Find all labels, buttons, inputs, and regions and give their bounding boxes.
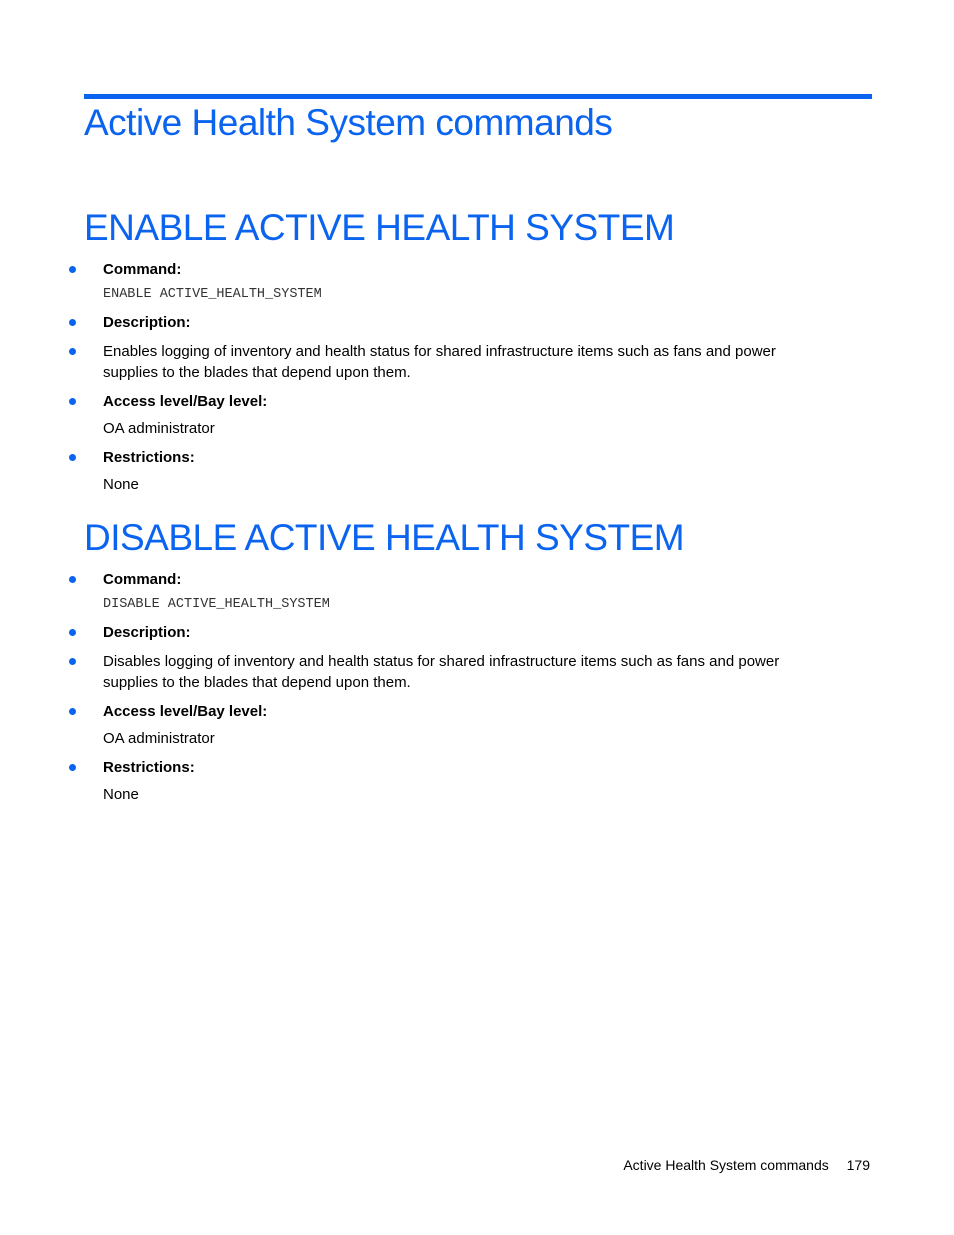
bullet-icon — [69, 576, 76, 583]
bullet-icon — [69, 319, 76, 326]
description-label: Description: — [103, 314, 191, 331]
command-text: DISABLE ACTIVE_HEALTH_SYSTEM — [103, 597, 330, 612]
bullet-icon — [69, 266, 76, 273]
access-value: OA administrator — [103, 730, 215, 747]
command-label: Command: — [103, 261, 182, 278]
description-line-2: supplies to the blades that depend upon them. — [103, 674, 411, 691]
footer-text: Active Health System commands — [623, 1157, 829, 1173]
command-label: Command: — [103, 571, 182, 588]
restrictions-label: Restrictions: — [103, 759, 195, 776]
bullet-icon — [69, 398, 76, 405]
bullet-icon — [69, 764, 76, 771]
chapter-rule — [84, 94, 872, 99]
page-number: 179 — [846, 1157, 870, 1173]
restrictions-label: Restrictions: — [103, 449, 195, 466]
description-line-1: Disables logging of inventory and health status for shared infrastructure items such as fans and power — [103, 653, 780, 670]
section-title: DISABLE ACTIVE HEALTH SYSTEM — [84, 517, 685, 558]
bullet-icon — [69, 708, 76, 715]
section-enable — [84, 206, 874, 250]
bullet-icon — [69, 629, 76, 636]
section-disable — [84, 516, 874, 560]
access-label: Access level/Bay level: — [103, 703, 268, 720]
bullet-icon — [69, 348, 76, 355]
description-line-2: supplies to the blades that depend upon them. — [103, 364, 411, 381]
access-value: OA administrator — [103, 420, 215, 437]
command-text: ENABLE ACTIVE_HEALTH_SYSTEM — [103, 287, 322, 302]
page-footer — [623, 1157, 870, 1173]
restrictions-value: None — [103, 476, 139, 493]
description-line-1: Enables logging of inventory and health status for shared infrastructure items such as fans and power — [103, 343, 776, 360]
restrictions-value: None — [103, 786, 139, 803]
bullet-icon — [69, 658, 76, 665]
description-label: Description: — [103, 624, 191, 641]
bullet-icon — [69, 454, 76, 461]
access-label: Access level/Bay level: — [103, 393, 268, 410]
chapter-title: Active Health System commands — [84, 102, 613, 143]
section-title: ENABLE ACTIVE HEALTH SYSTEM — [84, 207, 675, 248]
